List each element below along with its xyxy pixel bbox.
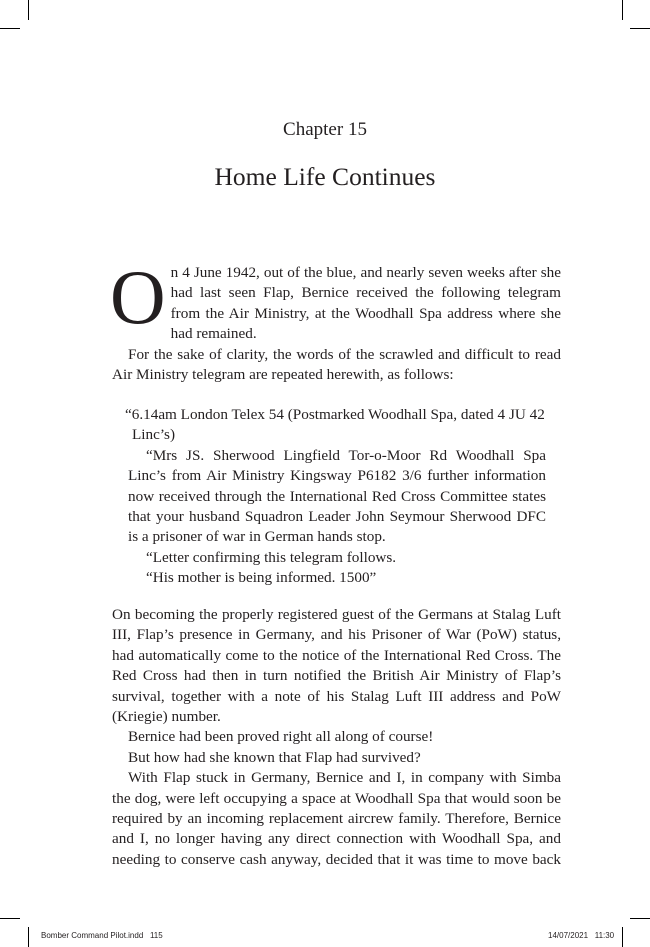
chapter-title: Home Life Continues xyxy=(214,162,436,191)
telegram-header-line: “6.14am London Telex 54 (Postmarked Woodhall Spa, dated 4 JU 42 Linc’s) xyxy=(125,406,545,444)
body-section xyxy=(112,605,561,870)
telegram-letter-line: “Letter confirming this telegram follows. xyxy=(146,548,397,566)
crop-mark-bottom-left-vertical xyxy=(28,927,29,947)
drop-cap: O xyxy=(110,254,166,340)
crop-mark-bottom-left-horizontal xyxy=(0,918,20,919)
intro-paragraph xyxy=(110,254,561,345)
crop-mark-top-left-vertical xyxy=(28,0,29,20)
intro-paragraph-text: n 4 June 1942, out of the blue, and nearly seven weeks after she had last seen Flap, Bernice received the following telegram from the Air Ministry, at the Woodhall Spa address where she had remained. xyxy=(170,264,561,343)
slug-timestamp: 14/07/2021 11:30 xyxy=(548,931,615,940)
body-paragraph: But how had she known that Flap had survived? xyxy=(128,748,421,766)
crop-mark-top-right-vertical xyxy=(622,0,623,20)
body-paragraph: With Flap stuck in Germany, Bernice and I, in company with Simba the dog, were left occupying a space at Woodhall Spa that would soon be required by an incoming replacement aircrew family. Therefore, Bernice and I, no longer having any direct connection with Woodhall Spa, and needing to conserve cash anyway, decided that it was time to move back xyxy=(112,769,561,868)
crop-mark-bottom-right-vertical xyxy=(622,927,623,947)
body-paragraph: Bernice had been proved right all along of course! xyxy=(128,728,434,746)
clarity-paragraph: For the sake of clarity, the words of the scrawled and difficult to read Air Ministry telegram are repeated herewith, as follows: xyxy=(112,345,561,384)
crop-mark-top-right-horizontal xyxy=(630,28,650,29)
telegram-quote xyxy=(125,405,546,589)
slug-file-info: Bomber Command Pilot.indd 115 xyxy=(41,931,163,940)
intro-section xyxy=(110,254,561,385)
crop-mark-top-left-horizontal xyxy=(0,28,20,29)
chapter-number: Chapter 15 xyxy=(283,119,367,140)
crop-mark-bottom-right-horizontal xyxy=(630,918,650,919)
telegram-mother-line: “His mother is being informed. 1500” xyxy=(146,569,377,587)
body-paragraph: On becoming the properly registered guest of the Germans at Stalag Luft III, Flap’s presence in Germany, and his Prisoner of War (PoW) status, had automatically come to the notice of the International Red Cross. The Red Cross had then in turn notified the British Air Ministry of Flap’s survival, together with a note of his Stalag Luft III address and PoW (Kriegie) number. xyxy=(112,606,561,726)
telegram-message: “Mrs JS. Sherwood Lingfield Tor-o-Moor Rd Woodhall Spa Linc’s from Air Ministry Kingsway P6182 3/6 further information now received through the International Red Cross Committee states that your husband Squadron Leader John Seymour Sherwood DFC is a prisoner of war in German hands stop. xyxy=(128,446,546,546)
